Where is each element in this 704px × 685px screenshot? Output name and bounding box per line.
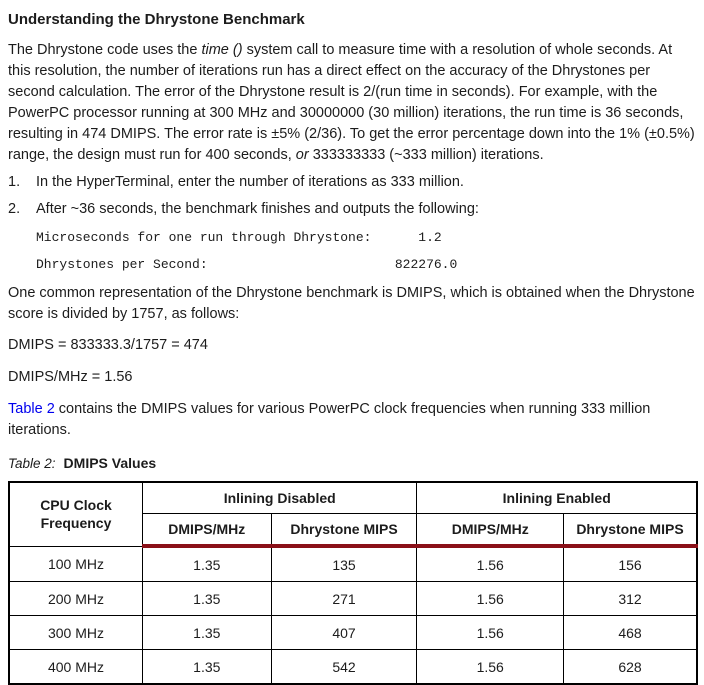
cell-200-dmips-mhz-disabled: 1.35 — [142, 582, 271, 616]
intro-text-2: system call to measure time with a resolution of whole seconds. At this resolution, the number of iterations run has a direct effect on the accuracy of the Dhrystones per second calculation. The error of the Dhrystone result is 2/(run time in seconds). For example, with the PowerPC processor running at 300 MHz and 30000000 (30 million) iterations, the run time is 36 seconds, resulting in 474 DMIPS. The error rate is ±5% (2/36). To get the error percentage down into the 1% (±0.5%) range, the design must run for 400 seconds, — [8, 42, 695, 163]
dmips-explanation-paragraph: One common representation of the Dhrystone benchmark is DMIPS, which is obtained when the Dhrystone score is divided by 1757, as follows: — [8, 285, 695, 322]
cell-100-dmips-mhz-enabled: 1.56 — [417, 546, 564, 582]
group-header-inlining-disabled: Inlining Disabled — [142, 482, 416, 514]
cell-freq-300: 300 MHz — [9, 616, 142, 650]
cell-400-dmips-mhz-enabled: 1.56 — [417, 650, 564, 685]
cell-freq-200: 200 MHz — [9, 582, 142, 616]
dmips-formula: DMIPS = 833333.3/1757 = 474 — [8, 337, 208, 353]
cell-200-dhrystone-mips-disabled: 271 — [271, 582, 417, 616]
cell-freq-400: 400 MHz — [9, 650, 142, 685]
console-line-microseconds: Microseconds for one run through Dhrystone: 1.2 — [36, 230, 442, 245]
subheader-dmips-mhz-enabled: DMIPS/MHz — [417, 514, 564, 547]
numbered-steps — [8, 172, 697, 220]
table-row-300mhz — [9, 616, 697, 650]
column-header-cpu-clock-frequency: CPU Clock Frequency — [9, 482, 142, 546]
step-1-number: 1. — [8, 174, 21, 190]
intro-time-call-italic: time () — [201, 42, 243, 58]
benchmark-console-output — [8, 227, 697, 275]
cell-300-dhrystone-mips-disabled: 407 — [271, 616, 417, 650]
dmips-per-mhz-formula: DMIPS/MHz = 1.56 — [8, 369, 133, 385]
cell-300-dhrystone-mips-enabled: 468 — [563, 616, 697, 650]
table-row-400mhz — [9, 650, 697, 685]
table-row-100mhz — [9, 546, 697, 582]
subheader-dhrystone-mips-disabled: Dhrystone MIPS — [271, 514, 417, 547]
cell-400-dmips-mhz-disabled: 1.35 — [142, 650, 271, 685]
console-line-dhrystones: Dhrystones per Second: 822276.0 — [36, 257, 458, 272]
cell-100-dhrystone-mips-disabled: 135 — [271, 546, 417, 582]
subheader-dmips-mhz-disabled: DMIPS/MHz — [142, 514, 271, 547]
step-item-1 — [8, 172, 697, 193]
table-reference-text: contains the DMIPS values for various PowerPC clock frequencies when running 333 million iterations. — [8, 401, 651, 438]
intro-text-1: The Dhrystone code uses the — [8, 42, 202, 58]
cell-freq-100: 100 MHz — [9, 546, 142, 582]
table-caption-title: DMIPS Values — [63, 455, 157, 471]
table-2-link[interactable]: Table 2 — [8, 401, 55, 417]
cell-400-dhrystone-mips-disabled: 542 — [271, 650, 417, 685]
cell-200-dhrystone-mips-enabled: 312 — [563, 582, 697, 616]
table-caption — [8, 453, 697, 474]
subheader-dhrystone-mips-enabled: Dhrystone MIPS — [563, 514, 697, 547]
step-1-text: In the HyperTerminal, enter the number of iterations as 333 million. — [36, 174, 464, 190]
table-row-200mhz — [9, 582, 697, 616]
group-header-inlining-enabled: Inlining Enabled — [417, 482, 697, 514]
section-heading: Understanding the Dhrystone Benchmark — [8, 11, 305, 28]
cell-100-dhrystone-mips-enabled: 156 — [563, 546, 697, 582]
table-caption-label: Table 2: — [8, 456, 56, 471]
table-reference-paragraph — [8, 399, 697, 441]
dmips-values-table — [8, 481, 698, 685]
intro-or-italic: or — [295, 147, 309, 163]
cell-400-dhrystone-mips-enabled: 628 — [563, 650, 697, 685]
step-2-text: After ~36 seconds, the benchmark finishes and outputs the following: — [36, 201, 479, 217]
cell-100-dmips-mhz-disabled: 1.35 — [142, 546, 271, 582]
step-2-number: 2. — [8, 201, 21, 217]
intro-text-3: 333333333 (~333 million) iterations. — [308, 147, 544, 163]
step-item-2 — [8, 199, 697, 220]
cell-300-dmips-mhz-disabled: 1.35 — [142, 616, 271, 650]
cell-300-dmips-mhz-enabled: 1.56 — [417, 616, 564, 650]
intro-paragraph — [8, 40, 697, 166]
cell-200-dmips-mhz-enabled: 1.56 — [417, 582, 564, 616]
